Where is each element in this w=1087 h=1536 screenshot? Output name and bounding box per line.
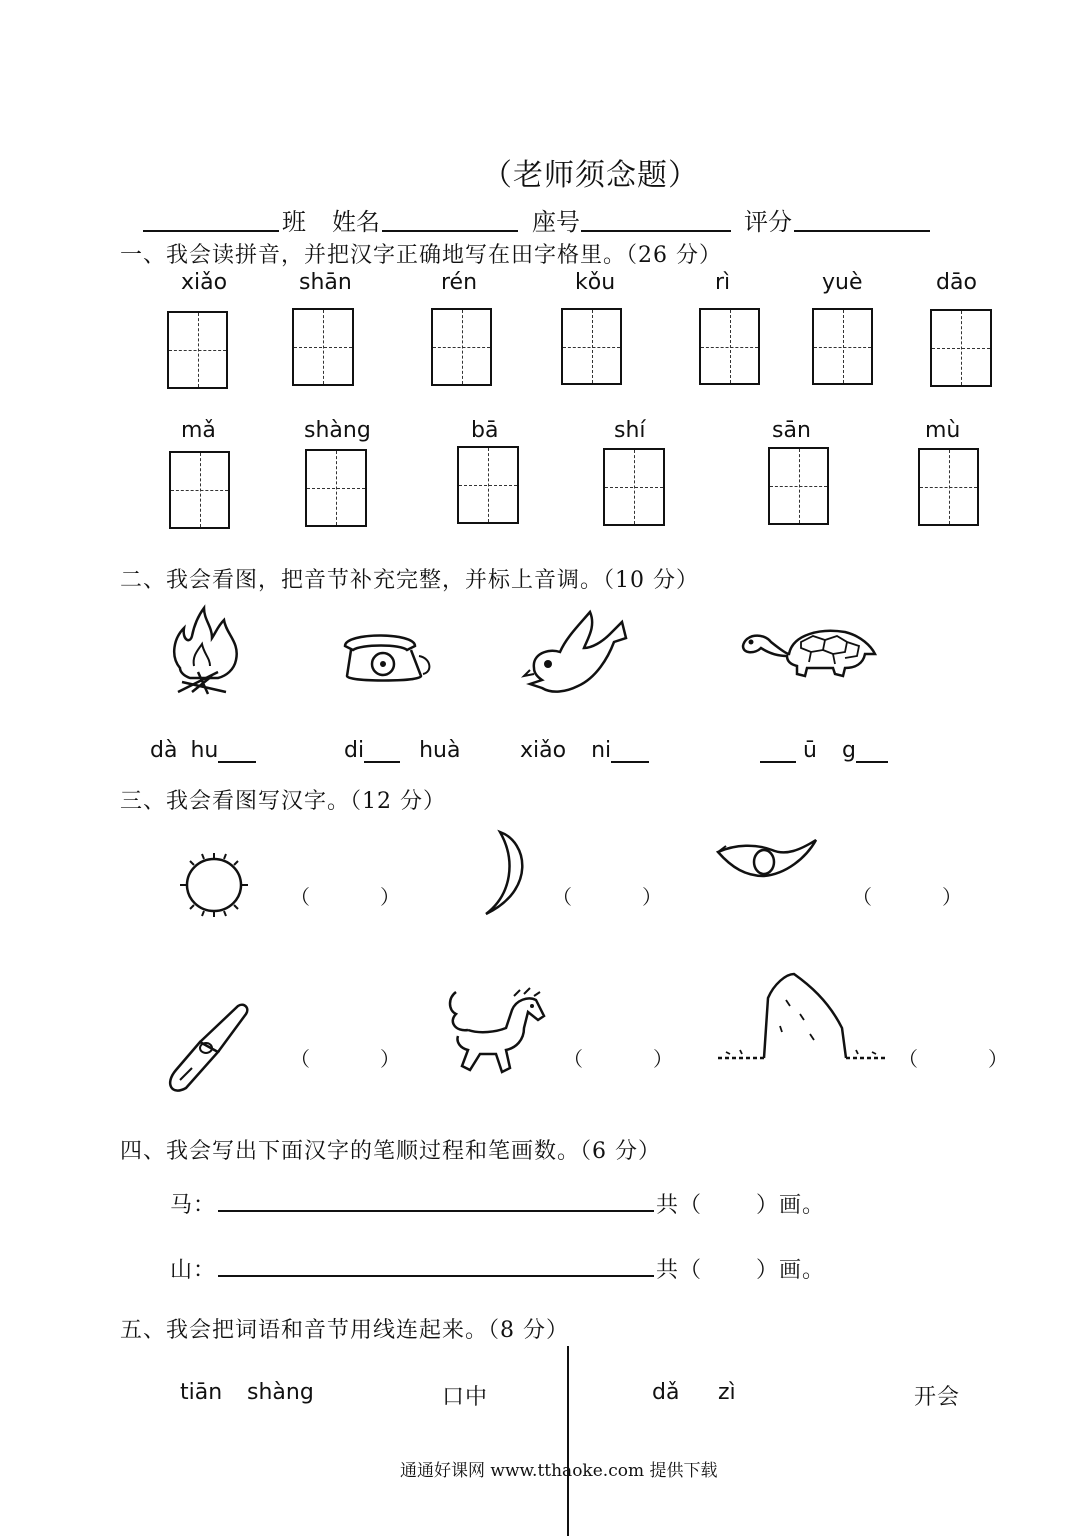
tian-grid-box[interactable] [930, 309, 992, 387]
pinyin-label: rén [441, 270, 478, 295]
turtle-icon [741, 624, 877, 680]
fire-icon [168, 606, 244, 696]
syllable-part: g [841, 738, 856, 763]
answer-blank[interactable] [364, 741, 400, 763]
syllable-item [520, 738, 649, 763]
tian-grid-box[interactable] [292, 308, 354, 386]
tian-grid-box[interactable] [561, 308, 622, 385]
pinyin-label: bā [471, 418, 499, 443]
match-pinyin[interactable]: dǎ [652, 1380, 680, 1405]
horse-icon [440, 988, 548, 1084]
answer-open-paren: （ [290, 885, 310, 909]
pinyin-label: mù [925, 418, 961, 443]
answer-blank[interactable] [611, 741, 649, 763]
tian-grid-box[interactable] [431, 308, 492, 386]
pinyin-label: kǒu [575, 270, 616, 295]
sun-icon [176, 851, 252, 919]
bird-icon [526, 608, 630, 700]
answer-open-paren: （ [552, 885, 572, 909]
pinyin-label: rì [715, 270, 731, 295]
pinyin-label: xiǎo [181, 270, 228, 295]
match-word[interactable]: 开会 [914, 1385, 961, 1410]
match-word[interactable]: 口中 [442, 1385, 489, 1410]
name-field[interactable] [382, 208, 518, 232]
tian-grid-box[interactable] [457, 446, 519, 524]
class-field[interactable] [143, 208, 279, 232]
tian-grid-box[interactable] [812, 308, 873, 385]
stroke-order-line[interactable] [218, 1273, 654, 1277]
syllable-part: ū [803, 738, 817, 763]
section1-heading: 一、我会读拼音，并把汉字正确地写在田字格里。（26 分） [120, 243, 722, 268]
pinyin-label: dāo [936, 270, 977, 295]
syllable-part: hu [190, 738, 219, 763]
answer-blank[interactable] [760, 741, 796, 763]
answer-close-paren: ） [380, 1047, 400, 1071]
stroke-count-close: ）画。 [756, 1193, 826, 1218]
answer-close-paren: ） [942, 885, 962, 909]
answer-blank[interactable] [218, 741, 256, 763]
syllable-item [344, 738, 460, 763]
answer-close-paren: ） [642, 885, 662, 909]
class-label: 班 [282, 208, 306, 236]
answer-open-paren: （ [898, 1047, 918, 1071]
eye-icon [716, 838, 820, 884]
tian-grid-box[interactable] [699, 308, 760, 385]
syllable-part: di [344, 738, 365, 763]
tian-grid-box[interactable] [918, 448, 979, 526]
tian-grid-box[interactable] [768, 447, 829, 525]
pinyin-label: sān [772, 418, 811, 443]
syllable-item [760, 738, 888, 763]
answer-close-paren: ） [988, 1047, 1008, 1071]
pinyin-label: yuè [822, 270, 863, 295]
stroke-count-open: 共（ [656, 1193, 703, 1218]
footer-text: 通通好课网 www.tthaoke.com 提供下载 [400, 1461, 718, 1481]
pinyin-label: shí [614, 418, 646, 443]
stroke-count-close: ）画。 [756, 1258, 826, 1283]
answer-blank[interactable] [856, 741, 888, 763]
tian-grid-box[interactable] [305, 449, 367, 527]
tian-grid-box[interactable] [167, 311, 228, 389]
section4-heading: 四、我会写出下面汉字的笔顺过程和笔画数。（6 分） [120, 1139, 661, 1164]
syllable-part: dà [150, 738, 178, 763]
column-divider [567, 1346, 569, 1536]
tian-grid-box[interactable] [603, 448, 665, 526]
telephone-icon [341, 628, 435, 686]
tian-grid-box[interactable] [169, 451, 230, 529]
mountain-icon [716, 970, 888, 1062]
section3-heading: 三、我会看图写汉字。（12 分） [120, 789, 446, 814]
seat-field[interactable] [581, 208, 731, 232]
knife-icon [158, 996, 254, 1096]
seat-label: 座号 [532, 208, 580, 236]
pinyin-label: shān [299, 270, 352, 295]
score-field[interactable] [794, 208, 930, 232]
stroke-count-open: 共（ [656, 1258, 703, 1283]
name-label: 姓名 [332, 208, 380, 236]
answer-close-paren: ） [380, 885, 400, 909]
syllable-part: ni [591, 738, 612, 763]
pinyin-label: mǎ [181, 418, 216, 443]
answer-close-paren: ） [653, 1047, 673, 1071]
stroke-order-line[interactable] [218, 1208, 654, 1212]
score-label: 评分 [744, 208, 792, 236]
page-title: （老师须念题） [482, 158, 699, 193]
syllable-part: huà [419, 738, 461, 763]
stroke-char: 山： [170, 1258, 217, 1283]
syllable-item [150, 738, 256, 763]
stroke-char: 马： [170, 1193, 217, 1218]
pinyin-label: shàng [304, 418, 371, 443]
answer-open-paren: （ [852, 885, 872, 909]
answer-open-paren: （ [290, 1047, 310, 1071]
match-pinyin[interactable]: tiān [180, 1380, 223, 1405]
syllable-part: xiǎo [520, 738, 567, 763]
moon-icon [482, 830, 534, 916]
match-pinyin[interactable]: zì [718, 1380, 736, 1405]
match-pinyin[interactable]: shàng [247, 1380, 314, 1405]
section2-heading: 二、我会看图，把音节补充完整，并标上音调。（10 分） [120, 568, 699, 593]
answer-open-paren: （ [563, 1047, 583, 1071]
section5-heading: 五、我会把词语和音节用线连起来。（8 分） [120, 1318, 569, 1343]
